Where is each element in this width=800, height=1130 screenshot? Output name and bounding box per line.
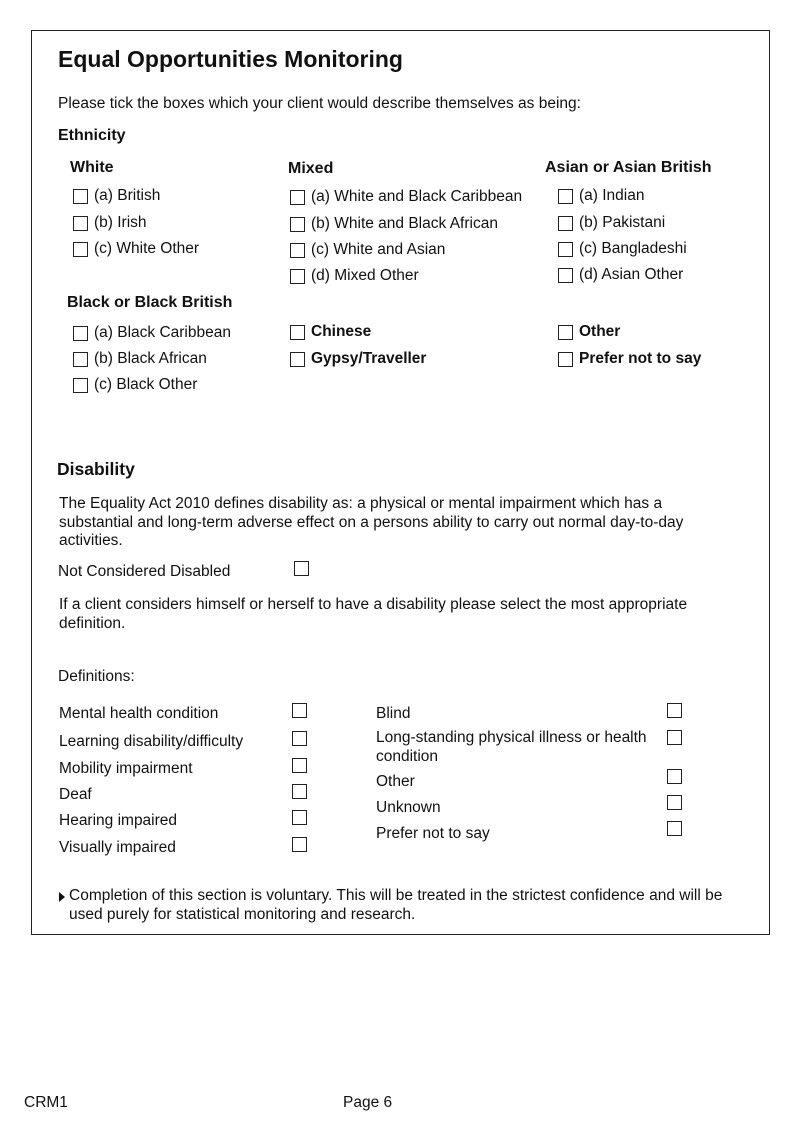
- option-label: (c) White and Asian: [311, 241, 446, 258]
- def-other-label: Other: [376, 773, 415, 790]
- def-mobility-checkbox[interactable]: [292, 758, 307, 773]
- def-visual-checkbox[interactable]: [292, 837, 307, 852]
- checkbox[interactable]: [290, 217, 305, 232]
- option-label: (d) Mixed Other: [311, 267, 419, 284]
- white-british-option[interactable]: [73, 187, 160, 205]
- option-label: Prefer not to say: [579, 350, 702, 367]
- checkbox[interactable]: [73, 216, 88, 231]
- checkbox[interactable]: [290, 269, 305, 284]
- checkbox[interactable]: [73, 326, 88, 341]
- def-mental-health-checkbox[interactable]: [292, 703, 307, 718]
- not-considered-checkbox[interactable]: [294, 561, 309, 576]
- mixed-white-black-african-option[interactable]: [290, 215, 498, 233]
- ethnicity-prefer-not-option[interactable]: [558, 350, 701, 368]
- option-label: (b) White and Black African: [311, 215, 498, 232]
- checkbox[interactable]: [73, 352, 88, 367]
- def-prefer-not-checkbox[interactable]: [667, 821, 682, 836]
- option-label: (a) White and Black Caribbean: [311, 188, 523, 205]
- option-label: (a) British: [94, 187, 161, 204]
- def-long-standing-label: Long-standing physical illness or health condition: [376, 729, 647, 765]
- def-mental-health-label: Mental health condition: [59, 705, 219, 722]
- option-label: (a) Indian: [579, 187, 645, 204]
- asian-pakistani-option[interactable]: [558, 214, 665, 232]
- def-learning-label: Learning disability/difficulty: [59, 733, 244, 750]
- black-african-option[interactable]: [73, 350, 207, 368]
- def-deaf-checkbox[interactable]: [292, 784, 307, 799]
- def-deaf-label: Deaf: [59, 786, 92, 803]
- def-hearing-label: Hearing impaired: [59, 812, 178, 829]
- option-label: (d) Asian Other: [579, 266, 684, 283]
- def-unknown-label: Unknown: [376, 799, 441, 816]
- def-visual-label: Visually impaired: [59, 839, 176, 856]
- option-label: (c) Black Other: [94, 376, 198, 393]
- option-label: (a) Black Caribbean: [94, 324, 231, 341]
- mixed-heading: Mixed: [288, 160, 334, 177]
- checkbox[interactable]: [290, 325, 305, 340]
- ethnicity-heading: Ethnicity: [58, 127, 126, 144]
- black-heading: Black or Black British: [67, 294, 233, 311]
- option-label: (b) Pakistani: [579, 214, 666, 231]
- mixed-other-option[interactable]: [290, 267, 419, 285]
- page-number: Page 6: [343, 1094, 393, 1111]
- def-hearing-checkbox[interactable]: [292, 810, 307, 825]
- option-label: (c) White Other: [94, 240, 200, 257]
- ethnicity-other-option[interactable]: [558, 323, 620, 341]
- page-title: Equal Opportunities Monitoring: [58, 46, 403, 72]
- checkbox[interactable]: [73, 242, 88, 257]
- def-prefer-not-label: Prefer not to say: [376, 825, 490, 842]
- voluntary-note: Completion of this section is voluntary. This will be treated in the strictest confidence and will be used purely for statistical monitoring and research.: [69, 887, 723, 923]
- option-label: Other: [579, 323, 621, 340]
- disability-definition: The Equality Act 2010 defines disability as: a physical or mental impairment which has a substantial and long-term adverse effect on a persons ability to carry out normal day-to-day activities.: [59, 495, 684, 549]
- black-other-option[interactable]: [73, 376, 197, 394]
- def-mobility-label: Mobility impairment: [59, 760, 193, 777]
- checkbox[interactable]: [73, 189, 88, 204]
- mixed-white-asian-option[interactable]: [290, 241, 445, 259]
- checkbox[interactable]: [290, 352, 305, 367]
- checkbox[interactable]: [558, 189, 573, 204]
- disability-instruction: If a client considers himself or herself to have a disability please select the most appropriate definition.: [59, 596, 688, 632]
- def-learning-checkbox[interactable]: [292, 731, 307, 746]
- asian-other-option[interactable]: [558, 266, 683, 284]
- form-code: CRM1: [24, 1094, 68, 1111]
- def-other-checkbox[interactable]: [667, 769, 682, 784]
- asian-indian-option[interactable]: [558, 187, 644, 205]
- option-label: Gypsy/Traveller: [311, 350, 427, 367]
- checkbox[interactable]: [558, 242, 573, 257]
- checkbox[interactable]: [558, 325, 573, 340]
- def-long-standing-checkbox[interactable]: [667, 730, 682, 745]
- white-heading: White: [70, 159, 114, 176]
- white-other-option[interactable]: [73, 240, 199, 258]
- gypsy-traveller-option[interactable]: [290, 350, 426, 368]
- option-label: Chinese: [311, 323, 372, 340]
- definitions-label: Definitions:: [58, 668, 135, 685]
- intro-text: Please tick the boxes which your client would describe themselves as being:: [58, 95, 581, 112]
- checkbox[interactable]: [290, 243, 305, 258]
- option-label: (b) Irish: [94, 214, 147, 231]
- chinese-option[interactable]: [290, 323, 371, 341]
- checkbox[interactable]: [558, 216, 573, 231]
- mixed-white-black-caribbean-option[interactable]: [290, 188, 522, 206]
- checkbox[interactable]: [558, 352, 573, 367]
- white-irish-option[interactable]: [73, 214, 147, 232]
- asian-bangladeshi-option[interactable]: [558, 240, 687, 258]
- option-label: (b) Black African: [94, 350, 207, 367]
- not-considered-label: Not Considered Disabled: [58, 563, 231, 580]
- checkbox[interactable]: [558, 268, 573, 283]
- checkbox[interactable]: [73, 378, 88, 393]
- checkbox[interactable]: [290, 190, 305, 205]
- asian-heading: Asian or Asian British: [545, 159, 712, 176]
- def-blind-label: Blind: [376, 705, 411, 722]
- def-unknown-checkbox[interactable]: [667, 795, 682, 810]
- black-caribbean-option[interactable]: [73, 324, 231, 342]
- disability-heading: Disability: [57, 459, 135, 479]
- def-blind-checkbox[interactable]: [667, 703, 682, 718]
- option-label: (c) Bangladeshi: [579, 240, 687, 257]
